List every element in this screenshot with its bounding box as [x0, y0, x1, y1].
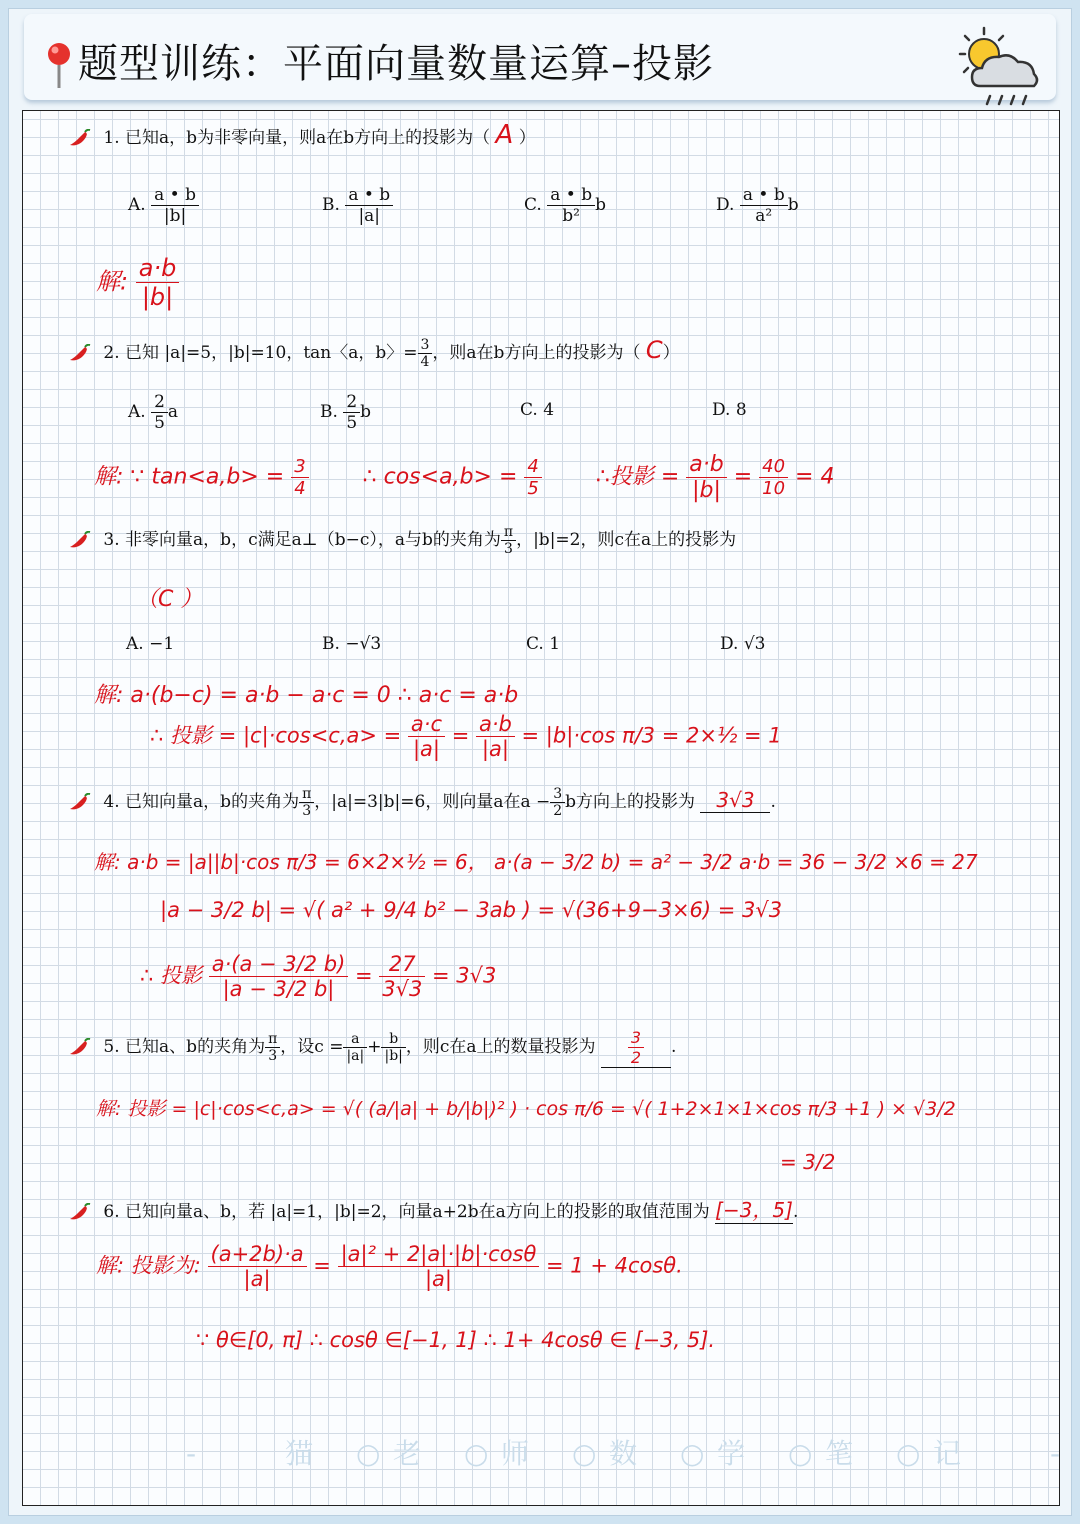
- handwritten-answer: C: [645, 336, 663, 364]
- option-b: B. $\frac{a • b}{|a|}$: [322, 185, 393, 226]
- question-4: 4. 已知向量a，b的夹角为 $\frac{\pi}{3}$ ，|a|=3|b|=6，则向量a在a − $\frac{3}{2}$ b方向上的投影为 3√3 .: [66, 786, 776, 819]
- option-c: C. $\frac{a • b}{\text{b²}}$ b: [524, 185, 606, 226]
- handwritten-answer: A: [495, 120, 514, 150]
- chili-pepper-icon: [66, 344, 92, 364]
- question-6: 6. 已知向量a、b，若 |a|=1，|b|=2，向量a+2b在a方向上的投影的取值范围为 [−3，5].: [66, 1194, 798, 1224]
- solution-6-line-1: 解: 投影为: $\frac{(a+2b)\cdot a}{|a|}$ = $\frac{\text{|a|² + 2|a|·|b|·cosθ}}{|a|}$ = 1 + 4cosθ.: [96, 1242, 683, 1291]
- solution-5-line-1: 解: 投影 = |c|·cos<c,a> = √( (a/|a| + b/|b|)² ) · cos π/6 = √( 1+2×1×1×cos π/3 +1 ) × √3/2: [96, 1098, 956, 1120]
- location-pin-icon: [42, 40, 76, 90]
- solution-3-line-1: 解: a·(b−c) = a·b − a·c = 0 ∴ a·c = a·b: [94, 683, 519, 708]
- option-a: A. $\frac{a • b}{|b|}$: [128, 185, 199, 226]
- option-c: C. 4: [520, 400, 555, 420]
- option-a: A. −1: [126, 634, 175, 654]
- solution-4-line-1: 解: a·b = |a||b|·cos π/3 = 6×2×½ = 6， a·(a − 3/2 b) = a² − 3/2 a·b = 36 − 3/2 ×6 = 27: [94, 850, 978, 874]
- chili-pepper-icon: [66, 531, 92, 551]
- question-5: 5. 已知a、b的夹角为 $\frac{\pi}{3}$ ，设c = $\frac{a}{|a|}$ + $\frac{b}{|b|}$ ，则c在a上的数量投影为 $\frac{3}{2}$ .: [66, 1028, 676, 1068]
- question-1: 1. 已知a，b为非零向量，则a在b方向上的投影为（ A ）: [66, 120, 536, 150]
- question-3-answer: （C ）: [136, 587, 203, 612]
- solution-4-line-3: ∴ 投影 $\frac{a\cdot(a - 3/2 b)}{|a - 3/2 b|}$ = $\frac{27}{3√3}$ = 3√3: [140, 952, 497, 1001]
- chili-pepper-icon: [66, 793, 92, 813]
- option-c: C. 1: [526, 634, 561, 654]
- option-d: D. $\frac{a • b}{\text{a²}}$ b: [716, 185, 799, 226]
- handwritten-answer: [−3，5]: [715, 1198, 793, 1222]
- question-text: 已知a，b为非零向量，则a在b方向上的投影为（: [125, 128, 491, 148]
- footer-watermark: - 猫 ○ 老 ○ 师 ○ 数 ○ 学 ○ 笔 ○ 记 -: [185, 1437, 1067, 1470]
- question-2: 2. 已知 |a|=5，|b|=10，tan〈a，b〉= $\frac{3}{4}$ ，则a在b方向上的投影为（ C）: [66, 336, 680, 370]
- solution-2: 解: ∵ tan<a,b> = $\frac{3}{4}$ ∴ cos<a,b> = $\frac{4}{5}$ ∴投影 = $\frac{a\cdot b}{|b|}$ = $\frac{40}{10}$ = 4: [94, 452, 835, 503]
- page-title: 题型训练：平面向量数量运算–投影: [78, 41, 714, 87]
- option-b: B. −√3: [322, 634, 382, 654]
- option-b: B. $\frac{2}{5}$ b: [320, 392, 372, 433]
- solution-4-line-2: |a − 3/2 b| = √( a² + 9/4 b² − 3ab ) = √(36+9−3×6) = 3√3: [160, 898, 783, 922]
- question-3: 3. 非零向量a，b，c满足a⊥（b−c），a与b的夹角为 $\frac{\pi}{3}$ ，|b|=2，则c在a上的投影为: [66, 524, 736, 557]
- handwritten-answer: 3√3: [716, 788, 755, 812]
- chili-pepper-icon: [66, 129, 92, 149]
- solution-5-line-2: = 3/2: [780, 1150, 836, 1174]
- option-d: D. √3: [720, 634, 766, 654]
- solution-1: 解: $\frac{a\cdot b}{|b|}$: [96, 254, 179, 311]
- sun-cloud-rain-icon: [952, 24, 1048, 114]
- solution-3-line-2: ∴ 投影 = |c|·cos<c,a> = $\frac{a\cdot c}{|a|}$ = $\frac{a\cdot b}{|a|}$ = |b|·cos π/3 = 2×½ = 1: [150, 712, 782, 761]
- header-banner: [24, 14, 1056, 100]
- question-number: 1.: [103, 128, 120, 148]
- chili-pepper-icon: [66, 1203, 92, 1223]
- option-d: D. 8: [712, 400, 747, 420]
- option-a: A. $\frac{2}{5}$ a: [128, 392, 179, 433]
- chili-pepper-icon: [66, 1038, 92, 1058]
- solution-6-line-2: ∵ θ∈[0, π] ∴ cosθ ∈[−1, 1] ∴ 1+ 4cosθ ∈ [−3, 5].: [196, 1328, 716, 1352]
